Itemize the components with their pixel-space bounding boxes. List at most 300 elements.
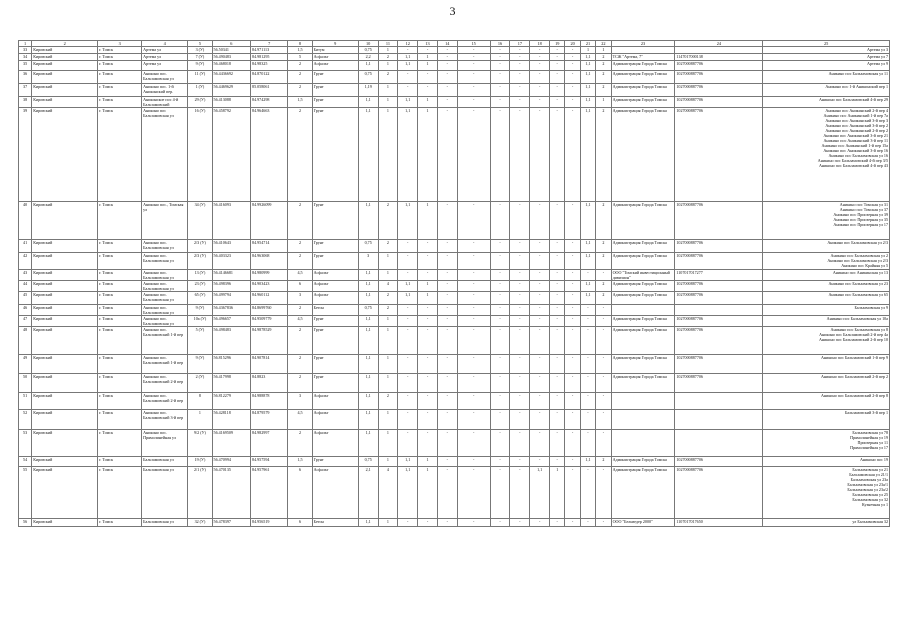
table-cell: -	[437, 393, 457, 410]
table-cell: 34 (У)	[188, 202, 212, 240]
table-cell: Аникино пос. Прямолинейная ул	[142, 430, 188, 457]
table-cell: -	[437, 71, 457, 84]
table-cell: -	[437, 430, 457, 457]
table-cell: -	[565, 84, 580, 97]
table-cell: 1,1	[398, 467, 418, 519]
table-cell: 1,1	[358, 61, 378, 71]
address-line: Аникино пос Аникинский 3-й пер 2	[825, 123, 888, 128]
table-cell: 56.470135	[212, 467, 250, 519]
table-cell: 56.4436692	[212, 71, 250, 84]
table-cell: 2,1	[358, 467, 378, 519]
table-cell: -	[530, 240, 550, 253]
table-cell: 1	[378, 84, 398, 97]
table-cell: 1,19	[358, 84, 378, 97]
table-cell: -	[457, 240, 490, 253]
table-cell: Кировский	[32, 281, 98, 292]
address-line: Аникино пос Аникинская ул 13	[832, 270, 888, 275]
table-cell: -	[565, 281, 580, 292]
table-cell: -	[510, 457, 530, 467]
table-cell: -	[550, 108, 565, 202]
table-cell: Кировский	[32, 61, 98, 71]
address-line: Аникино пос Аникинский 1-й пер 15а	[821, 143, 888, 148]
table-cell: Администрация Города Томска	[611, 292, 675, 305]
table-cell: -	[550, 316, 565, 327]
table-cell: -	[550, 519, 565, 527]
table-cell: 56.50341	[212, 47, 250, 54]
table-cell: 1,1	[580, 202, 595, 240]
table-cell: -	[510, 281, 530, 292]
table-cell: Аникино пос. Бальзамовский 1-й пер	[142, 327, 188, 355]
table-cell: 56.4367836	[212, 305, 250, 316]
table-cell: 1	[378, 519, 398, 527]
table-cell: -	[398, 519, 418, 527]
column-number: 12	[398, 41, 418, 47]
table-cell: Аникино пос. Бальзамовский 1-й пер	[142, 355, 188, 374]
table-row	[19, 270, 890, 281]
table-cell: -	[530, 355, 550, 374]
table-cell: -	[457, 519, 490, 527]
table-cell: -	[510, 61, 530, 71]
table-cell: 1	[378, 97, 398, 108]
table-cell: Артема ул	[142, 61, 188, 71]
table-cell: -	[596, 410, 611, 430]
table-cell: 13 (У)	[188, 270, 212, 281]
table-cell: -	[596, 327, 611, 355]
address-line: Аникино пос Бальзамовский 2-й пер 8	[820, 393, 888, 398]
table-cell: Кировский	[32, 355, 98, 374]
table-cell: 1,1	[580, 71, 595, 84]
table-cell: -	[510, 202, 530, 240]
table-cell: 2	[596, 202, 611, 240]
table-cell: -	[418, 84, 438, 97]
table-cell: Грунт	[312, 253, 358, 270]
table-cell: 84.957594	[251, 457, 288, 467]
table-cell: Кировский	[32, 316, 98, 327]
table-cell: -	[530, 47, 550, 54]
table-cell: -	[510, 84, 530, 97]
table-cell: -	[565, 47, 580, 54]
table-cell: -	[418, 71, 438, 84]
table-cell: -	[418, 374, 438, 393]
table-cell: -	[596, 355, 611, 374]
table-row	[19, 108, 890, 202]
table-cell: Грунт	[312, 202, 358, 240]
table-cell	[763, 61, 890, 71]
table-cell: 3 (У)	[188, 47, 212, 54]
table-cell: Бетон	[312, 519, 358, 527]
table-cell: 1	[378, 430, 398, 457]
table-row	[19, 47, 890, 54]
table-cell: 2	[378, 305, 398, 316]
table-cell: 2	[378, 292, 398, 305]
table-cell	[763, 202, 890, 240]
table-cell: 2	[288, 374, 312, 393]
table-cell: -	[490, 108, 510, 202]
table-cell: Бальзамовская ул	[142, 457, 188, 467]
table-cell: 84.971113	[251, 47, 288, 54]
table-row	[19, 457, 890, 467]
table-cell: 6	[288, 467, 312, 519]
table-cell	[763, 457, 890, 467]
table-cell: -	[437, 410, 457, 430]
table-cell: Администрация Города Томска	[611, 281, 675, 292]
table-cell: 3	[288, 292, 312, 305]
table-row	[19, 202, 890, 240]
table-cell: 1	[188, 410, 212, 430]
table-cell: 1027000887706	[675, 97, 763, 108]
address-line: Бальзамовская ул 25	[852, 492, 888, 497]
table-cell: -	[596, 519, 611, 527]
address-line: Кузнечная ул 1	[862, 502, 888, 507]
table-cell: Грунт	[312, 457, 358, 467]
table-row	[19, 305, 890, 316]
table-cell: -	[565, 519, 580, 527]
table-cell: 84.9926099	[251, 202, 288, 240]
table-cell: -	[565, 270, 580, 281]
table-cell: Кировский	[32, 108, 98, 202]
column-number: 22	[596, 41, 611, 47]
column-number: 21	[580, 41, 595, 47]
table-cell: 1	[378, 270, 398, 281]
table-cell: -	[565, 430, 580, 457]
table-cell: 56.498396	[212, 281, 250, 292]
table-cell: 47	[19, 316, 32, 327]
table-cell: -	[550, 71, 565, 84]
table-cell: -	[457, 281, 490, 292]
address-line: ул Бальзамовская 32	[852, 519, 888, 524]
table-cell: 56.417998	[212, 374, 250, 393]
table-cell: г. Томск	[98, 47, 142, 54]
table-cell: Кировский	[32, 410, 98, 430]
address-line: Бальзамовская ул 23а	[850, 477, 888, 482]
table-cell: 84.907814	[251, 355, 288, 374]
table-cell: -	[565, 355, 580, 374]
table-cell: 56.4146681	[212, 270, 250, 281]
table-cell: 1,1	[358, 281, 378, 292]
table-cell: -	[457, 54, 490, 61]
table-row	[19, 393, 890, 410]
table-cell: 56.410643	[212, 240, 250, 253]
table-cell: 56.428118	[212, 410, 250, 430]
table-cell	[763, 71, 890, 84]
table-cell: 84.9878529	[251, 327, 288, 355]
table-cell: Битум	[312, 47, 358, 54]
table-cell: -	[565, 61, 580, 71]
table-cell: Администрация Города Томска	[611, 71, 675, 84]
table-cell: 1,1	[580, 281, 595, 292]
table-cell: 1,1	[358, 270, 378, 281]
address-line: Аникино пос Бальзамовский 1-й пер 9	[820, 355, 888, 360]
address-line: Аникино пос Бальзамовский 4-й пер 29	[818, 97, 888, 102]
table-cell: -	[490, 327, 510, 355]
table-row	[19, 374, 890, 393]
table-cell: 1	[378, 327, 398, 355]
table-cell: 2	[596, 281, 611, 292]
table-cell: Артема ул	[142, 54, 188, 61]
table-cell: Асфальт	[312, 467, 358, 519]
table-cell: 84.974298	[251, 97, 288, 108]
column-number: 20	[565, 41, 580, 47]
table-cell: 1,1	[580, 61, 595, 71]
address-line: Бальзамовская ул 23а/1	[847, 482, 888, 487]
address-line: Аникино пос Приозерная ул 35	[833, 217, 888, 222]
page-number: 3	[449, 4, 456, 18]
table-cell	[763, 240, 890, 253]
table-cell: -	[550, 327, 565, 355]
table-cell: 1027000887706	[675, 71, 763, 84]
table-cell: Администрация Города Томска	[611, 108, 675, 202]
table-cell: ТСЖ "Артема, 7"	[611, 54, 675, 61]
table-cell: Администрация Города Томска	[611, 253, 675, 270]
table-row	[19, 240, 890, 253]
table-cell: 84.988878	[251, 393, 288, 410]
table-cell: Грунт	[312, 84, 358, 97]
table-cell: -	[437, 292, 457, 305]
table-cell: Администрация Города Томска	[611, 355, 675, 374]
table-cell: -	[457, 355, 490, 374]
table-cell: 84.954714	[251, 240, 288, 253]
table-cell: -	[530, 61, 550, 71]
table-cell: -	[530, 253, 550, 270]
table-cell: 42	[19, 253, 32, 270]
table-cell: -	[530, 305, 550, 316]
table-cell: 11 (У)	[188, 71, 212, 84]
table-cell	[763, 253, 890, 270]
table-cell: Бетон	[312, 305, 358, 316]
table-cell: -	[457, 374, 490, 393]
column-number: 11	[378, 41, 398, 47]
address-line: Аникино пос Бальзамовская ул 23	[828, 281, 888, 286]
table-cell: 4,5	[288, 316, 312, 327]
table-cell: 1,1	[358, 292, 378, 305]
table-cell	[763, 374, 890, 393]
table-cell: 1	[378, 61, 398, 71]
table-cell: 2	[288, 108, 312, 202]
table-cell: Бальзамовская ул	[142, 467, 188, 519]
table-cell: -	[490, 97, 510, 108]
table-cell: 1	[378, 108, 398, 202]
table-cell: 33	[19, 47, 32, 54]
table-cell: 1,1	[358, 108, 378, 202]
table-cell: -	[550, 430, 565, 457]
table-cell: 0,75	[358, 47, 378, 54]
address-line: Аникино пос 19	[859, 457, 888, 462]
table-cell: -	[490, 430, 510, 457]
address-line: Прямолинейная ул 17	[850, 445, 888, 450]
table-cell: 41	[19, 240, 32, 253]
table-cell: 48	[19, 327, 32, 355]
table-cell: -	[550, 202, 565, 240]
table-cell: -	[457, 393, 490, 410]
table-cell: Кировский	[32, 270, 98, 281]
table-cell: -	[437, 355, 457, 374]
table-cell: 2	[288, 84, 312, 97]
table-cell: 56.468018	[212, 61, 250, 71]
table-cell: 1,1	[580, 108, 595, 202]
table-cell: 2	[288, 240, 312, 253]
table-row	[19, 71, 890, 84]
table-cell: Асфальт	[312, 410, 358, 430]
address-line: Аникино пос Крайняя ул 5	[841, 263, 888, 268]
table-cell: Грунт	[312, 240, 358, 253]
table-row	[19, 355, 890, 374]
table-cell: -	[437, 253, 457, 270]
address-line: Аникино пос Аникинский 3-й пер 3	[825, 118, 888, 123]
address-line: Артема ул 9	[867, 61, 888, 66]
table-cell: -	[398, 374, 418, 393]
table-cell: 1,1	[358, 327, 378, 355]
table-row	[19, 467, 890, 519]
table-cell: Аникинское пос 4-й Бальзамовский	[142, 97, 188, 108]
table-cell: 38	[19, 97, 32, 108]
table-cell: 2	[596, 71, 611, 84]
table-cell: 4	[378, 281, 398, 292]
table-cell: г. Томск	[98, 374, 142, 393]
table-cell: -	[418, 327, 438, 355]
table-cell: 1,1	[358, 393, 378, 410]
table-row	[19, 292, 890, 305]
table-cell: 4,5	[288, 270, 312, 281]
table-cell: Кировский	[32, 393, 98, 410]
table-cell: Аникино пос. Бальзамовская ул	[142, 71, 188, 84]
table-cell: -	[530, 54, 550, 61]
table-cell: -	[596, 374, 611, 393]
table-cell: 1027000887706	[675, 457, 763, 467]
table-cell: -	[510, 54, 530, 61]
table-cell: Кировский	[32, 305, 98, 316]
table-cell: 56.470994	[212, 457, 250, 467]
table-cell: -	[418, 253, 438, 270]
table-cell: Аникино пос., Томская ул	[142, 202, 188, 240]
table-cell: 2	[378, 393, 398, 410]
table-cell: -	[490, 305, 510, 316]
table-cell: 56.413088	[212, 97, 250, 108]
table-cell: 1107017017650	[675, 519, 763, 527]
column-number: 14	[437, 41, 457, 47]
table-cell: Кировский	[32, 71, 98, 84]
table-cell: -	[490, 457, 510, 467]
table-cell: г. Томск	[98, 61, 142, 71]
table-cell: -	[418, 410, 438, 430]
table-cell: -	[565, 202, 580, 240]
table-cell: -	[530, 281, 550, 292]
address-line: Аникино пос Аникинский 3-й пер 16	[823, 148, 888, 153]
table-cell: -	[418, 270, 438, 281]
table-cell: -	[457, 108, 490, 202]
table-cell: -	[550, 410, 565, 430]
table-cell: г. Томск	[98, 519, 142, 527]
table-cell: -	[550, 54, 565, 61]
table-cell: 2	[596, 108, 611, 202]
table-cell: 85.058061	[251, 84, 288, 97]
table-cell: -	[490, 84, 510, 97]
table-row	[19, 84, 890, 97]
table-cell: г. Томск	[98, 281, 142, 292]
table-row	[19, 253, 890, 270]
table-row	[19, 316, 890, 327]
table-cell: Асфальт	[312, 54, 358, 61]
table-cell: -	[490, 270, 510, 281]
table-cell: 1,1	[580, 97, 595, 108]
table-cell: 1	[378, 410, 398, 430]
table-cell: 1,1	[398, 61, 418, 71]
table-cell: г. Томск	[98, 54, 142, 61]
table-cell: -	[550, 292, 565, 305]
table-cell: Аникино пос. Бальзамовская ул	[142, 305, 188, 316]
address-line: Бальзамовская ул 23а/2	[847, 487, 888, 492]
table-cell: -	[550, 47, 565, 54]
table-cell: 2	[596, 253, 611, 270]
table-cell: -	[490, 393, 510, 410]
table-cell: 1027000887706	[675, 355, 763, 374]
table-cell: -	[565, 253, 580, 270]
table-cell: 56.815296	[212, 355, 250, 374]
table-cell: 1,1	[398, 97, 418, 108]
table-cell: -	[530, 393, 550, 410]
table-cell: 1027000887706	[675, 327, 763, 355]
table-cell: 2	[596, 84, 611, 97]
table-cell: 1	[596, 97, 611, 108]
table-row	[19, 430, 890, 457]
table-cell: -	[530, 270, 550, 281]
table-cell: г. Томск	[98, 316, 142, 327]
address-line: Аникино пос Бальзамовская ул 2/3	[827, 240, 888, 245]
address-line: Бальзамовская ул 32	[852, 497, 888, 502]
table-cell: Бальзамовская ул	[142, 519, 188, 527]
table-cell: г. Томск	[98, 457, 142, 467]
table-cell: 1,5	[288, 47, 312, 54]
table-cell: -	[565, 305, 580, 316]
table-cell: 39	[19, 108, 32, 202]
address-line: Приозерная ул 11	[857, 440, 888, 445]
table-cell: -	[580, 410, 595, 430]
address-line: Бальзамовская ул 21	[852, 467, 888, 472]
table-cell: 2	[288, 355, 312, 374]
table-cell: Грунт	[312, 97, 358, 108]
table-cell: -	[510, 316, 530, 327]
table-cell: г. Томск	[98, 71, 142, 84]
table-cell: Аникино пос. 1-й Аникинский пер.	[142, 84, 188, 97]
table-cell: 2/1 (У)	[188, 467, 212, 519]
table-cell: 1,1	[358, 410, 378, 430]
table-cell: -	[580, 519, 595, 527]
table-cell: 1	[418, 61, 438, 71]
table-cell: 1	[378, 316, 398, 327]
table-cell: 1027000887706	[675, 61, 763, 71]
table-cell: -	[510, 47, 530, 54]
table-cell: -	[510, 519, 530, 527]
table-row	[19, 519, 890, 527]
table-cell: -	[437, 281, 457, 292]
table-cell: -	[530, 97, 550, 108]
table-cell	[763, 281, 890, 292]
table-cell: -	[398, 84, 418, 97]
address-line: Аникино пос Бальзамовская ул 11	[828, 71, 888, 76]
table-cell: -	[550, 393, 565, 410]
table-cell: -	[398, 71, 418, 84]
table-cell: 2	[596, 61, 611, 71]
table-cell: 37	[19, 84, 32, 97]
address-line: Аникино пос Бальзамовский 4-й пер 43	[818, 163, 888, 168]
table-cell: 5 (У)	[188, 327, 212, 355]
table-cell: г. Томск	[98, 253, 142, 270]
address-line: Аникино пос Томская ул 37	[839, 207, 888, 212]
table-cell: -	[490, 61, 510, 71]
column-number: 2	[32, 41, 98, 47]
table-cell	[675, 430, 763, 457]
table-cell: -	[490, 316, 510, 327]
table-cell: 1	[418, 54, 438, 61]
